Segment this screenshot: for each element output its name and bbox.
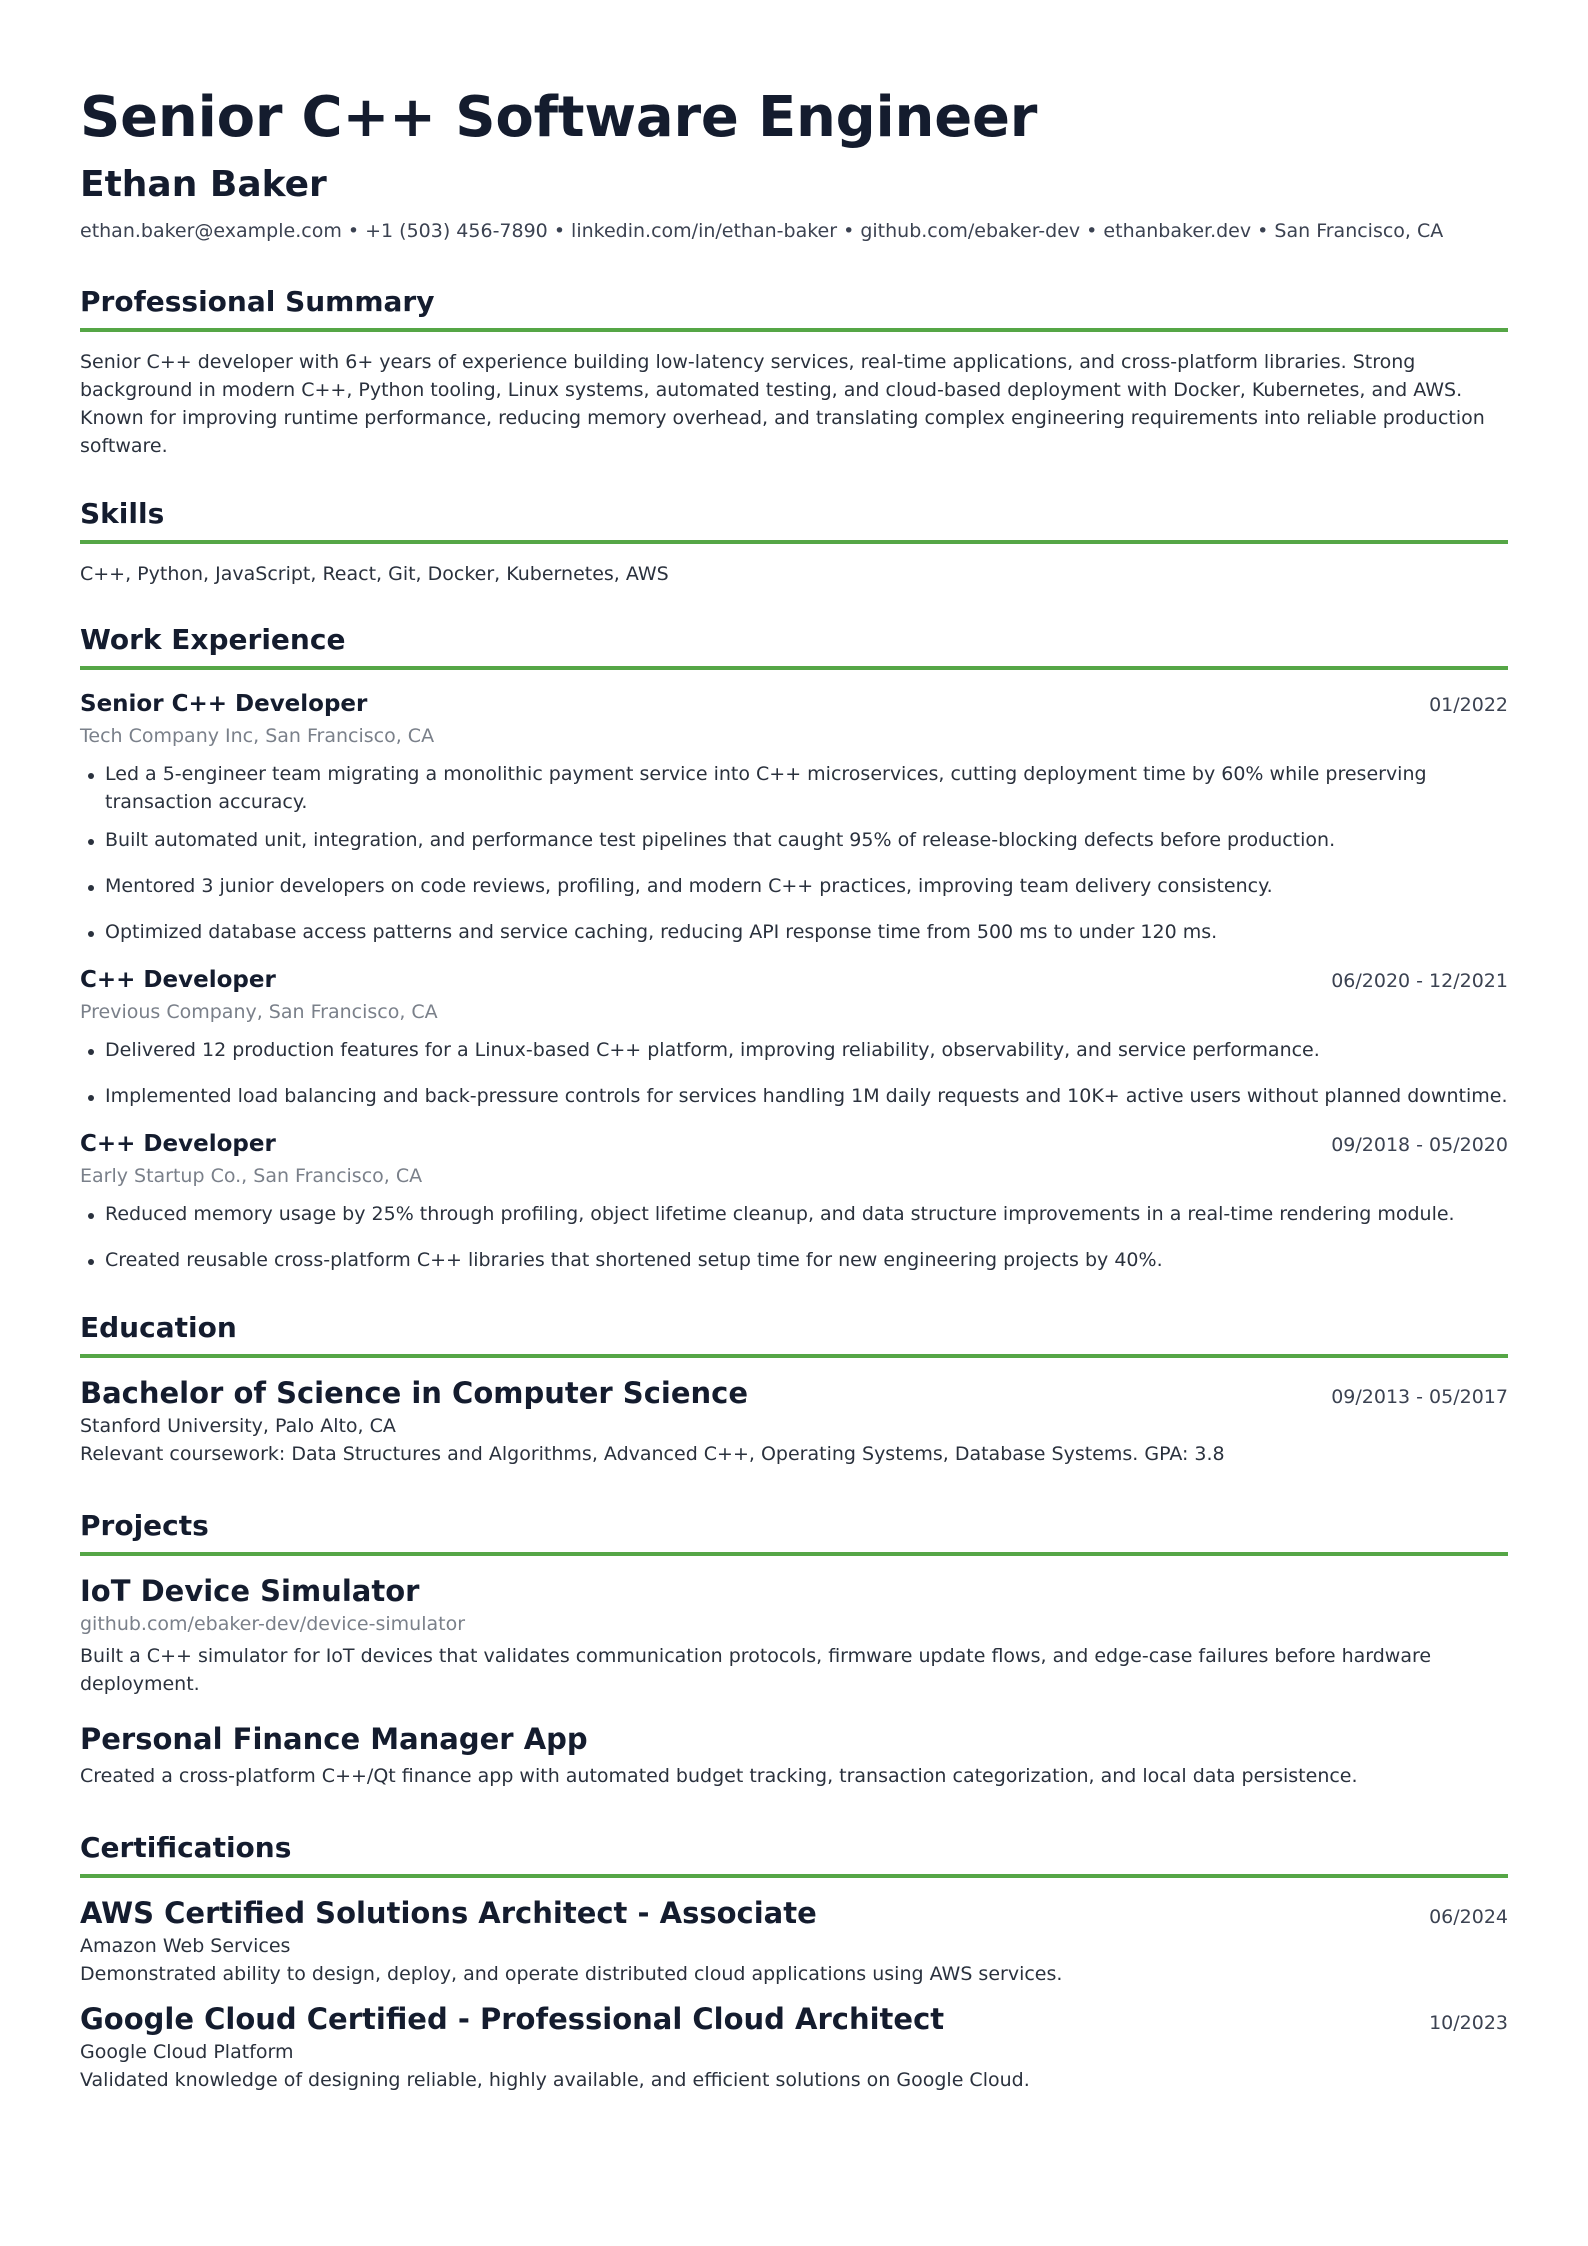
certification-date: 10/2023 [1429,2012,1508,2034]
education-date: 09/2013 - 05/2017 [1331,1386,1508,1408]
education-header [80,1374,1508,1412]
job-bullets [80,1200,1508,1274]
project-name: Personal Finance Manager App [80,1722,588,1756]
experience-section [80,622,1508,1274]
certification-header [80,1894,1508,1932]
certification-name: AWS Certified Solutions Architect - Associate [80,1896,817,1930]
summary-heading: Professional Summary [80,284,1508,332]
job-company: Tech Company Inc, San Francisco, CA [80,725,435,747]
project-name: IoT Device Simulator [80,1574,420,1608]
certifications-section [80,1830,1508,2094]
job-bullets [80,760,1508,946]
skills-text: C++, Python, JavaScript, React, Git, Docker, Kubernetes, AWS [80,563,669,585]
skills-heading: Skills [80,496,1508,544]
certification-issuer: Amazon Web Services [80,1935,291,1957]
certification-name: Google Cloud Certified - Professional Cloud Architect [80,2002,945,2036]
job-company: Previous Company, San Francisco, CA [80,1001,438,1023]
job-date: 01/2022 [1429,694,1508,716]
job-position: C++ Developer [80,1131,276,1157]
job-position: C++ Developer [80,967,276,993]
certifications-heading: Certifications [80,1830,1508,1878]
candidate-name: Ethan Baker [80,164,327,205]
certification-entry [80,1894,1508,1988]
job-bullet: Mentored 3 junior developers on code reviews, profiling, and modern C++ practices, improving team delivery consistency. [80,872,1508,900]
job-title-heading: Senior C++ Software Engineer [80,85,1038,150]
certification-entry [80,2000,1508,2094]
job-bullet: Reduced memory usage by 25% through profiling, object lifetime cleanup, and data structure improvements in a real-time rendering module. [80,1200,1508,1228]
certification-description: Validated knowledge of designing reliable, highly available, and efficient solutions on Google Cloud. [80,2069,1030,2091]
project-description: Created a cross-platform C++/Qt finance app with automated budget tracking, transaction categorization, and local data persistence. [80,1765,1358,1787]
degree-title: Bachelor of Science in Computer Science [80,1376,748,1410]
skills-section [80,496,1508,588]
job-company: Early Startup Co., San Francisco, CA [80,1165,423,1187]
job-bullet: Optimized database access patterns and service caching, reducing API response time from 500 ms to under 120 ms. [80,918,1508,946]
job-entry [80,688,1508,946]
job-bullet: Delivered 12 production features for a Linux-based C++ platform, improving reliability, observability, and service performance. [80,1036,1508,1064]
projects-section [80,1508,1508,1790]
education-entry [80,1374,1508,1468]
job-header [80,964,1508,996]
contact-line: ethan.baker@example.com • +1 (503) 456-7890 • linkedin.com/in/ethan-baker • github.com/ebaker-dev • ethanbaker.dev • San Francisco, CA [80,220,1444,242]
job-entry [80,964,1508,1110]
resume-header [80,82,1508,244]
certification-header [80,2000,1508,2038]
job-date: 06/2020 - 12/2021 [1331,970,1508,992]
school-name: Stanford University, Palo Alto, CA [80,1415,396,1437]
certification-issuer: Google Cloud Platform [80,2041,294,2063]
job-position: Senior C++ Developer [80,691,368,717]
project-entry [80,1572,1508,1698]
certification-date: 06/2024 [1429,1906,1508,1928]
job-bullet: Built automated unit, integration, and performance test pipelines that caught 95% of release-blocking defects before production. [80,826,1508,854]
summary-text: Senior C++ developer with 6+ years of experience building low-latency services, real-time applications, and cross-platform libraries. Strong background in modern C++, Python tooling, Linux systems, automated testing, and cloud-based deployment with Docker, Kubernetes, and AWS. Known for improving runtime performance, reducing memory overhead, and translating complex engineering requirements into reliable production software. [80,351,1485,457]
job-entry [80,1128,1508,1274]
job-bullet: Led a 5-engineer team migrating a monolithic payment service into C++ microservices, cutting deployment time by 60% while preserving transaction accuracy. [80,760,1508,816]
job-bullet: Implemented load balancing and back-pressure controls for services handling 1M daily requests and 10K+ active users without planned downtime. [80,1082,1508,1110]
certification-description: Demonstrated ability to design, deploy, and operate distributed cloud applications using AWS services. [80,1963,1063,1985]
project-description: Built a C++ simulator for IoT devices that validates communication protocols, firmware update flows, and edge-case failures before hardware deployment. [80,1645,1432,1695]
job-header [80,1128,1508,1160]
project-entry [80,1720,1508,1790]
job-bullets [80,1036,1508,1110]
summary-section [80,284,1508,460]
projects-heading: Projects [80,1508,1508,1556]
education-section [80,1310,1508,1468]
experience-heading: Work Experience [80,622,1508,670]
job-date: 09/2018 - 05/2020 [1331,1134,1508,1156]
project-link[interactable]: github.com/ebaker-dev/device-simulator [80,1613,466,1635]
job-header [80,688,1508,720]
education-heading: Education [80,1310,1508,1358]
job-bullet: Created reusable cross-platform C++ libraries that shortened setup time for new engineering projects by 40%. [80,1246,1508,1274]
education-details: Relevant coursework: Data Structures and Algorithms, Advanced C++, Operating Systems, Database Systems. GPA: 3.8 [80,1443,1225,1465]
